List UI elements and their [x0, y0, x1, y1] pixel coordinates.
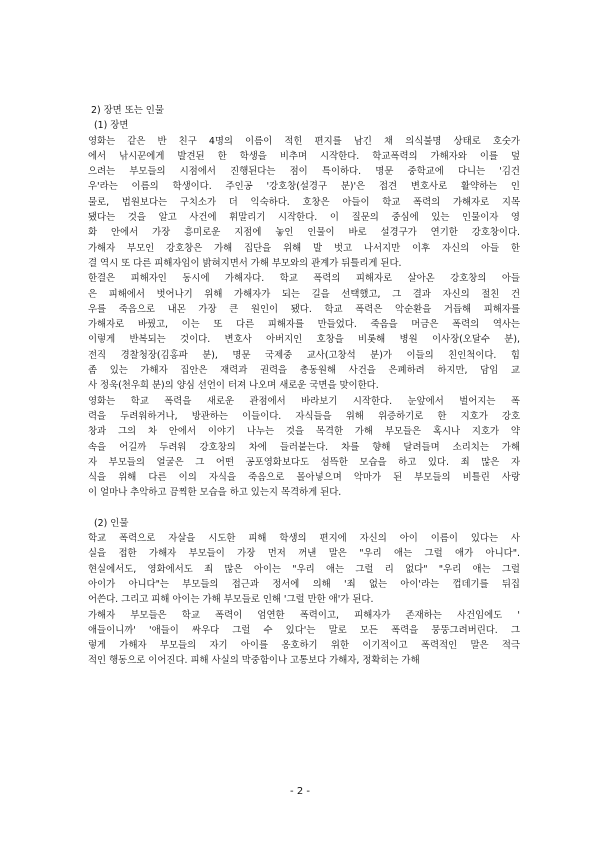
text-line: 가해자로 바꿨고, 이는 또 다른 피해자를 만들었다. 죽음을 머금은 폭력의 역사는 — [88, 319, 520, 331]
text-line: 학교 폭력으로 자살을 시도한 피해 학생의 편지에 자신의 아이 이름이 있다는 사 — [88, 533, 520, 545]
subsection-heading-scene: (1) 장면 — [94, 120, 129, 132]
subsection-heading-characters: (2) 인물 — [94, 517, 129, 529]
text-line: 어쓴다. 그리고 피해 아이는 가해 부모들로 인해 '그럴 만한 애'가 된다. — [88, 594, 374, 606]
text-line: 렇게 가해자 부모들의 자기 아이를 옹호하기 위한 이기적이고 폭력적인 말은 적극 — [88, 640, 520, 652]
document-body — [88, 103, 520, 669]
text-line: 식을 위해 다른 이의 자식을 죽음으로 몰아넣으며 악마가 된 부모들의 비틀린 사랑 — [88, 472, 520, 484]
paragraph — [88, 608, 520, 669]
text-line: 됐다는 것을 알고 사건에 휘말리기 시작한다. 이 질문의 중심에 있는 인물이자 영 — [88, 212, 520, 224]
text-line: 가해자 부모인 강호창은 가해 집단을 위해 발 벗고 나서지만 이후 자신의 아들 한 — [88, 242, 520, 254]
text-line: 물로, 법원보다는 구치소가 더 익숙하다. 호창은 아들이 학교 폭력의 가해자로 지목 — [88, 196, 520, 208]
text-line: 아이가 아니다"는 부모들의 접근과 정서에 의해 '죄 없는 아이'라는 껍데기를 뒤집 — [88, 578, 520, 590]
paragraph — [88, 394, 520, 501]
text-line: 한결은 피해자인 동시에 가해자다. 학교 폭력의 피해자로 살아온 강호창의 아들 — [88, 273, 520, 285]
text-line: 으려는 부모들의 시점에서 진행된다는 점이 특이하다. 명문 중학교에 다니는 '김건 — [88, 166, 520, 178]
text-line: 은 피해에서 벗어나기 위해 가해자가 되는 길을 선택했고, 그 결과 자신의 절친 건 — [88, 288, 520, 300]
text-line: 가해자 부모들은 학교 폭력이 엄연한 폭력이고, 피해자가 존재하는 사건임에도 ' — [88, 609, 520, 621]
text-line: 우'라는 이름의 학생이다. 주인공 '강호창(설경구 분)'은 접견 변호사로 활약하는 인 — [88, 181, 520, 193]
paragraph — [88, 271, 520, 393]
text-line: 적인 행동으로 이어진다. 피해 사실의 막중함이나 고통보다 가해자, 정확히는 가해 — [88, 655, 420, 667]
text-line: 실을 접한 가해자 부모들이 가장 먼저 꺼낸 말은 "우리 애는 그럴 애가 아니다". — [88, 548, 520, 560]
text-line: 우를 죽음으로 내몬 가장 큰 원인이 됐다. 학교 폭력은 악순환을 거듭해 피해자를 — [88, 303, 520, 315]
text-line: 에서 낚시꾼에게 발견된 한 학생을 비추며 시작한다. 학교폭력의 가해자와 이를 덮 — [88, 150, 520, 162]
page-number: - 2 - — [290, 786, 310, 797]
text-line: 영화는 같은 반 친구 4명의 이름이 적힌 편지를 남긴 채 의식불명 상태로 호숫가 — [88, 135, 520, 147]
text-line: 애들이니까' '애들이 싸우다 그럴 수 있다'는 말로 모든 폭력을 뭉뚱그려버린다. 그 — [88, 624, 520, 636]
text-line: 력을 두려워하거나, 방관하는 이들이다. 자식들을 위해 위증하기로 한 지호가 강호 — [88, 410, 520, 422]
text-line: 창과 그의 차 안에서 이야기 나누는 것을 목격한 가해 부모들은 혹시나 지호가 약 — [88, 426, 520, 438]
text-line: 자 부모들의 얼굴은 그 어떤 공포영화보다도 섬뜩한 모습을 하고 있다. 죄 많은 자 — [88, 456, 520, 468]
text-line: 속을 어길까 두려워 강호창의 차에 들러붙는다. 차를 향해 달려들며 소리치는 가해 — [88, 441, 520, 453]
paragraph — [88, 531, 520, 607]
text-line: 이 얼마나 추악하고 끔찍한 모습을 하고 있는지 목격하게 된다. — [88, 487, 342, 499]
text-line: 이렇게 반복되는 것이다. 변호사 아버지인 호창을 비롯해 병원 이사장(오달수 분), — [88, 334, 520, 346]
character-paragraphs — [88, 531, 520, 669]
scene-paragraphs — [88, 134, 520, 501]
text-line: 현실에서도, 영화에서도 죄 많은 아이는 "우리 애는 그럴 리 없다" "우리 애는 그럴 — [88, 563, 520, 575]
text-line: 결 역시 또 다른 피해자임이 밝혀지면서 가해 부모와의 관계가 뒤틀리게 된다. — [88, 257, 402, 269]
text-line: 화 안에서 가장 흥미로운 지점에 놓인 인물이 바로 설경구가 연기한 강호창이다. — [88, 227, 520, 239]
section-gap — [88, 501, 520, 516]
paragraph — [88, 134, 520, 272]
text-line: 영화는 학교 폭력을 새로운 관점에서 바라보기 시작한다. 눈앞에서 벌어지는 폭 — [88, 395, 520, 407]
text-line: 좀 있는 가해자 집안은 재력과 권력을 총동원해 사건을 은폐하려 하지만, 담임 교 — [88, 365, 520, 377]
text-line: 사 정욱(천우희 분)의 양심 선언이 터져 나오며 새로운 국면을 맞이한다. — [88, 380, 379, 392]
section-heading: 2) 장면 또는 인물 — [91, 105, 164, 116]
text-line: 전직 경찰청장(김홍파 분), 명문 국제중 교사(고창석 분)가 이들의 친인척이다. 힘 — [88, 349, 520, 361]
